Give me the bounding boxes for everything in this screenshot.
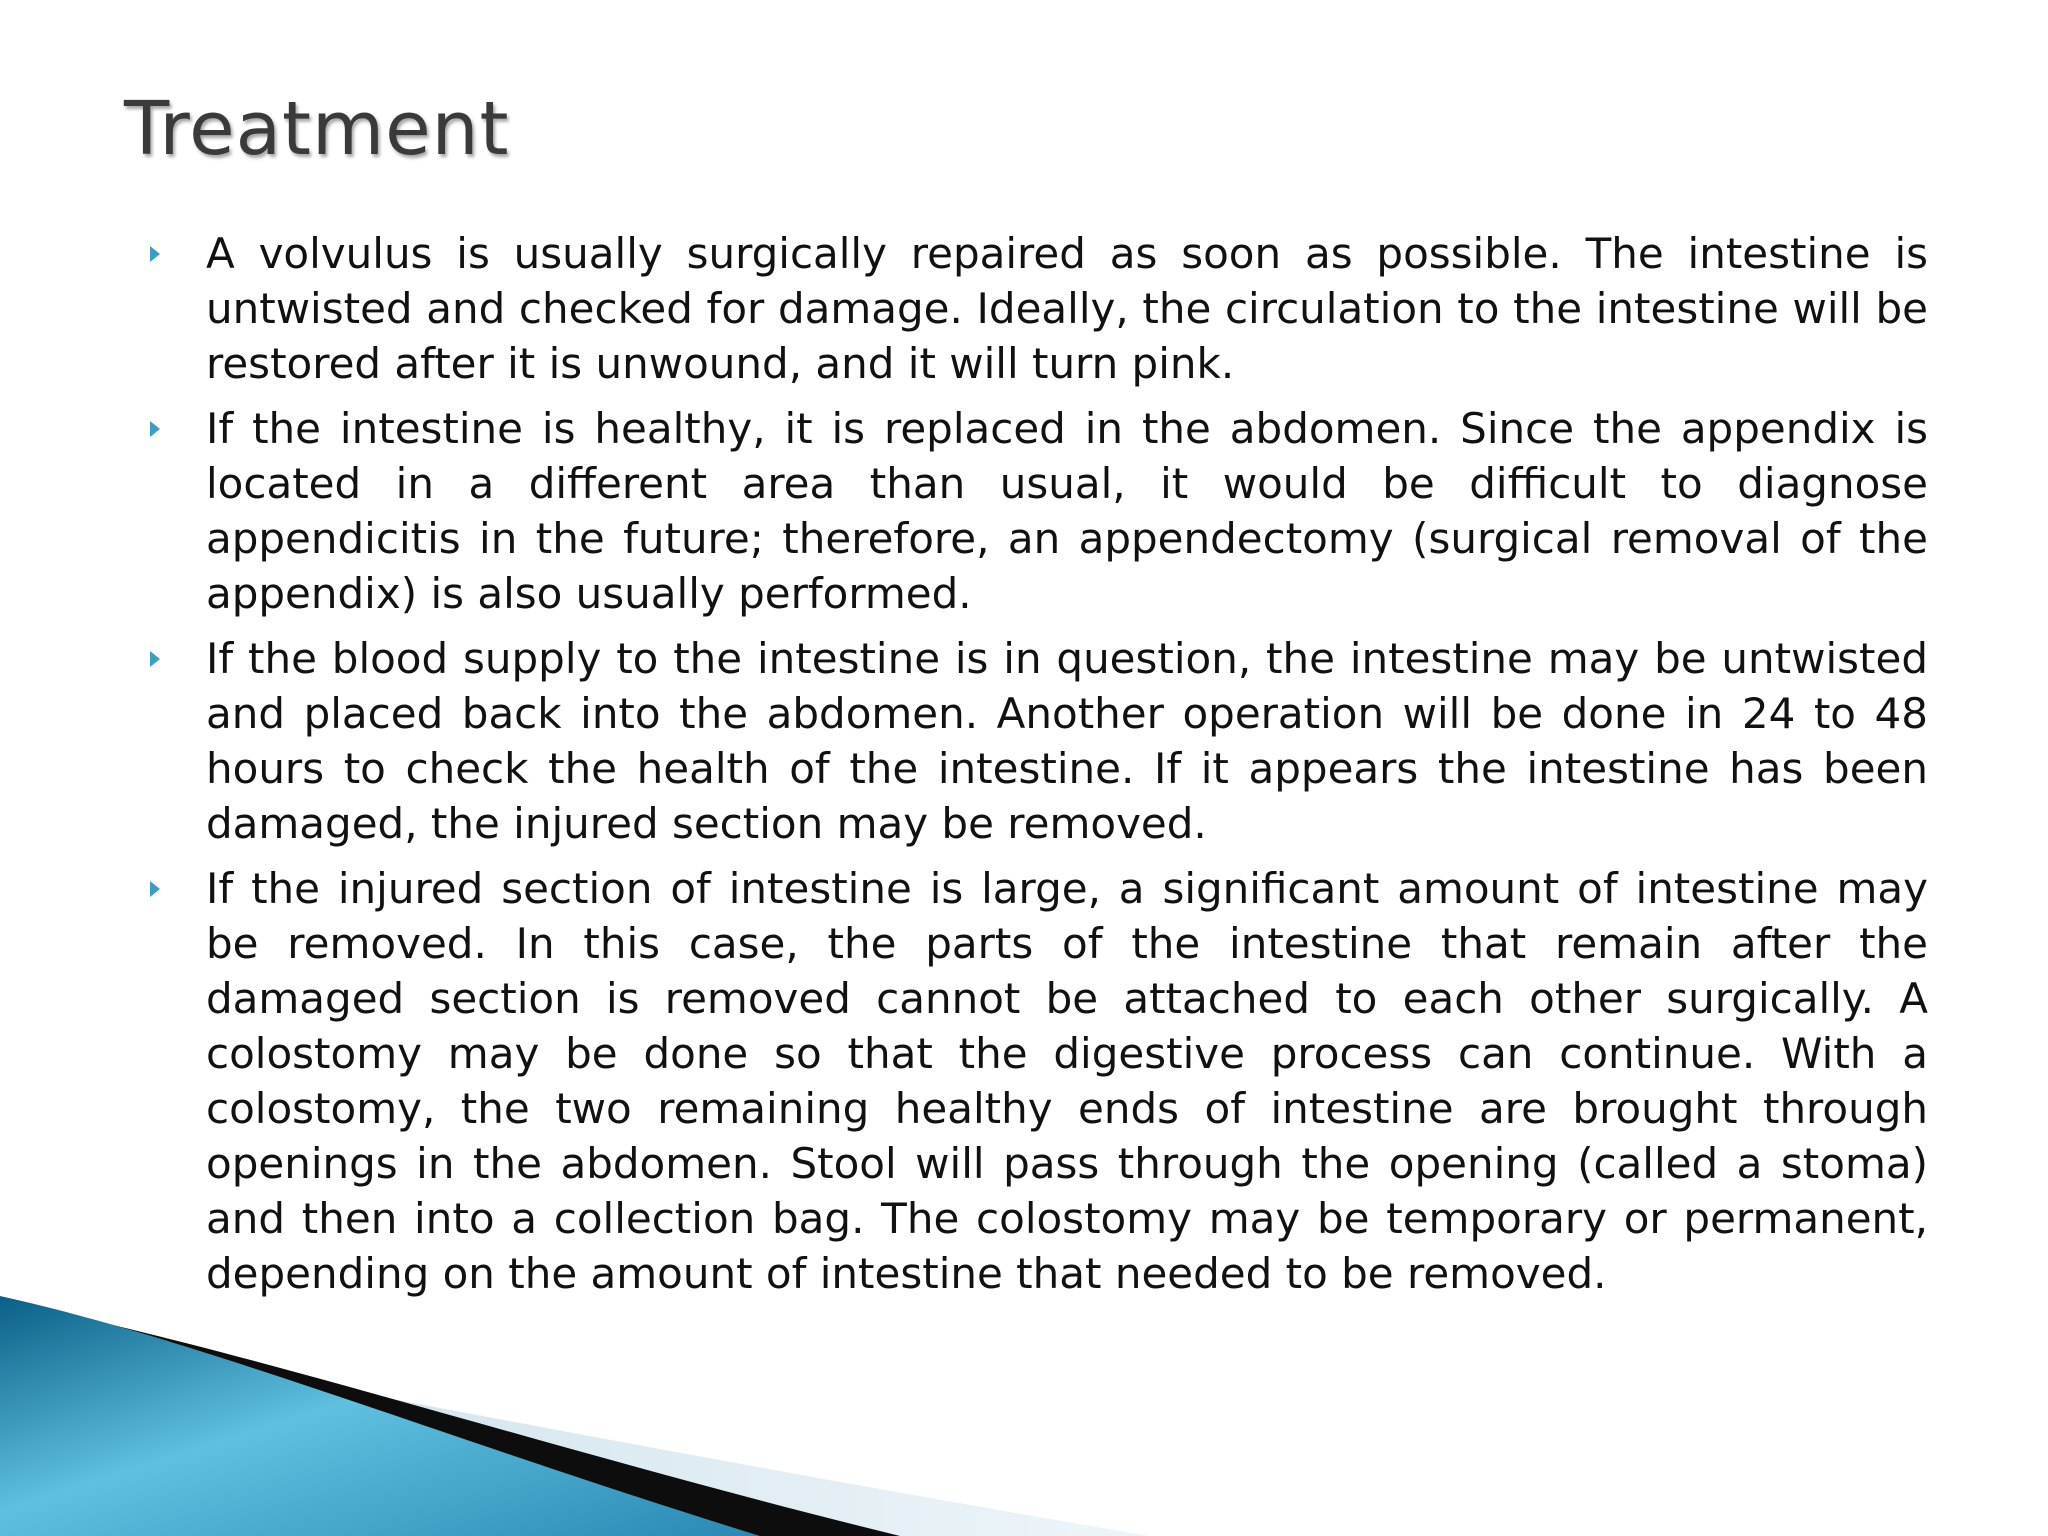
bullet-item [148, 631, 1928, 851]
triangle-right-icon [150, 881, 160, 897]
bullet-text: A volvulus is usually surgically repaired as soon as possible. The intestine is untwisted and checked for damage. Ideally, the circulation to the intestine will be restored after it is unwound, and it will turn pink. [206, 229, 1928, 388]
bullet-text: If the blood supply to the intestine is in question, the intestine may be untwisted and placed back into the abdomen. Another operation will be done in 24 to 48 hours to check the health of the intestine. If it appears the intestine has been damaged, the injured section may be removed. [206, 634, 1928, 848]
bullet-text: If the injured section of intestine is large, a significant amount of intestine may be removed. In this case, the parts of the intestine that remain after the damaged section is removed cannot be attached to each other surgically. A colostomy may be done so that the digestive process can continue. With a colostomy, the two remaining healthy ends of intestine are brought through openings in the abdomen. Stool will pass through the opening (called a stoma) and then into a collection bag. The colostomy may be temporary or permanent, depending on the amount of intestine that needed to be removed. [206, 864, 1928, 1298]
bullet-item [148, 861, 1928, 1301]
triangle-right-icon [150, 246, 160, 262]
bullet-item [148, 401, 1928, 621]
triangle-right-icon [150, 651, 160, 667]
bullet-text: If the intestine is healthy, it is replaced in the abdomen. Since the appendix is located in a different area than usual, it would be difficult to diagnose appendicitis in the future; therefore, an appendectomy (surgical removal of the appendix) is also usually performed. [206, 404, 1928, 618]
bullet-list [148, 226, 1928, 1311]
slide-title: Treatment [124, 86, 510, 172]
bullet-item [148, 226, 1928, 391]
triangle-right-icon [150, 421, 160, 437]
